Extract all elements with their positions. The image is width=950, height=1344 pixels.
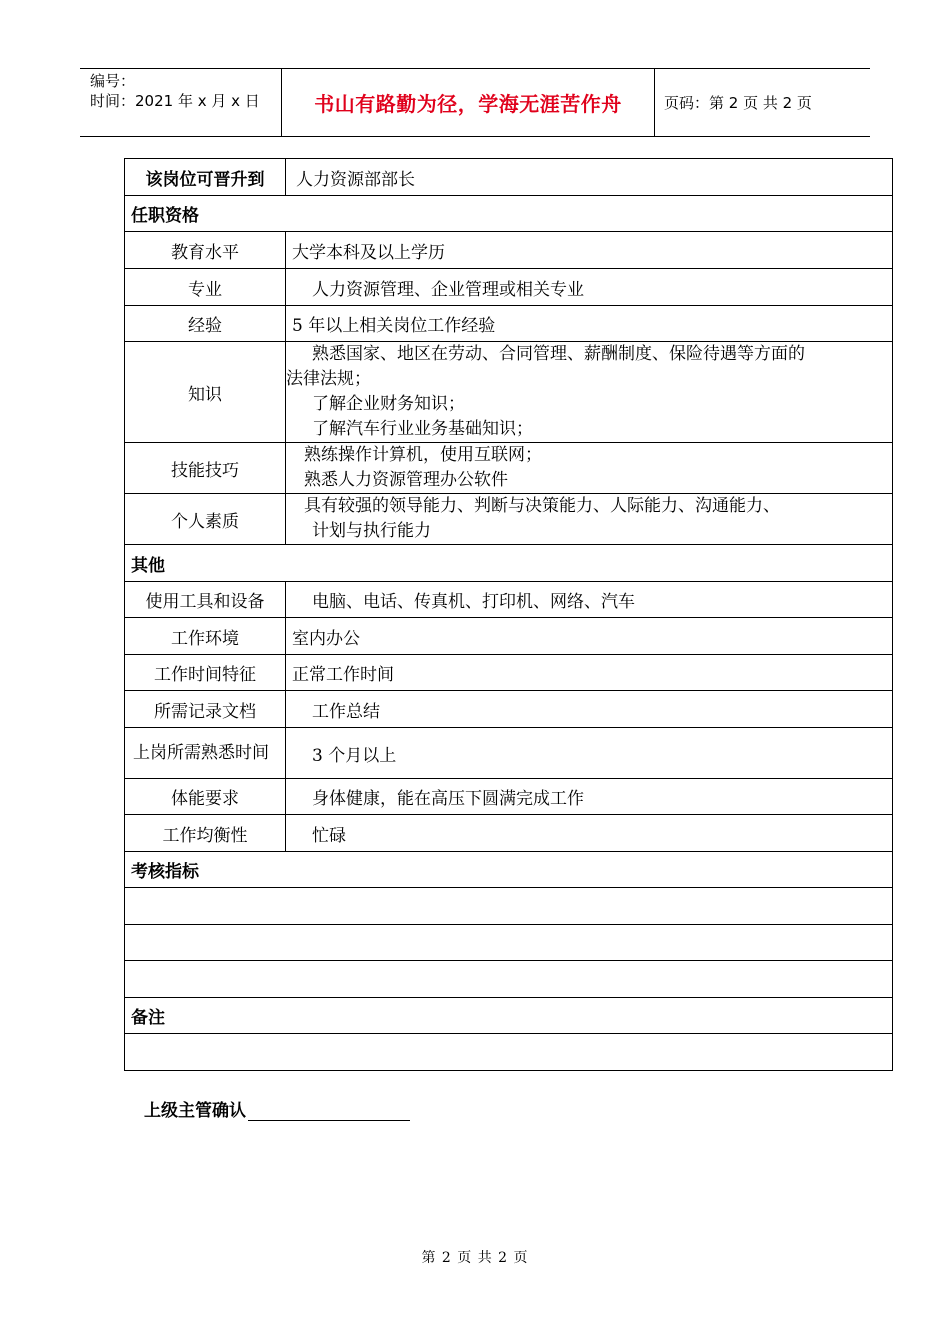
other-label: 工作时间特征	[125, 655, 286, 691]
qualification-value: 人力资源管理、企业管理或相关专业	[286, 269, 893, 306]
qualification-value	[286, 443, 893, 494]
qualification-value	[286, 342, 893, 443]
qualification-value: 大学本科及以上学历	[286, 232, 893, 269]
qualification-label: 经验	[125, 306, 286, 342]
supervisor-confirm	[144, 1096, 410, 1121]
knowledge-line: 熟悉国家、地区在劳动、合同管理、薪酬制度、保险待遇等方面的	[312, 344, 805, 364]
other-title: 其他	[125, 545, 893, 582]
other-row	[125, 779, 893, 815]
blank-row	[125, 888, 893, 925]
qualification-row	[125, 306, 893, 342]
header-page-info: 页码：第 2 页 共 2 页	[664, 93, 812, 112]
blank-cell	[125, 1034, 893, 1071]
other-value: 忙碌	[286, 815, 893, 852]
other-label: 所需记录文档	[125, 691, 286, 728]
qualifications-title: 任职资格	[125, 196, 893, 232]
promotion-value: 人力资源部部长	[286, 159, 893, 196]
other-label: 体能要求	[125, 779, 286, 815]
qualification-label: 专业	[125, 269, 286, 306]
time-label: 时间：2021 年 x 月 x 日	[90, 92, 260, 110]
knowledge-line: 了解企业财务知识；	[312, 394, 465, 414]
promotion-row	[125, 159, 893, 196]
code-label: 编号：	[90, 72, 136, 90]
blank-cell	[125, 925, 893, 961]
qualification-value	[286, 494, 893, 545]
other-value: 工作总结	[286, 691, 893, 728]
skill-line: 熟练操作计算机，使用互联网；	[304, 445, 542, 465]
header-motto: 书山有路勤为径，学海无涯苦作舟	[314, 91, 622, 116]
remarks-title: 备注	[125, 998, 893, 1034]
confirm-label: 上级主管确认	[144, 1101, 246, 1121]
blank-row	[125, 961, 893, 998]
blank-row	[125, 1034, 893, 1071]
qualification-label: 个人素质	[125, 494, 286, 545]
qualification-row	[125, 269, 893, 306]
other-row	[125, 691, 893, 728]
signature-line[interactable]	[248, 1100, 410, 1121]
promotion-label: 该岗位可晋升到	[125, 159, 286, 196]
header-divider-right	[654, 68, 655, 136]
other-label: 工作环境	[125, 618, 286, 655]
assessment-title: 考核指标	[125, 852, 893, 888]
section-row	[125, 196, 893, 232]
header-bottom-rule	[80, 136, 870, 137]
qualification-label: 技能技巧	[125, 443, 286, 494]
knowledge-line: 了解汽车行业业务基础知识；	[312, 419, 533, 439]
section-row	[125, 998, 893, 1034]
skill-line: 熟悉人力资源管理办公软件	[304, 470, 508, 490]
qualification-label: 教育水平	[125, 232, 286, 269]
qualification-row	[125, 443, 893, 494]
blank-cell	[125, 961, 893, 998]
other-value: 正常工作时间	[286, 655, 893, 691]
qualification-label: 知识	[125, 342, 286, 443]
other-label: 上岗所需熟悉时间	[125, 728, 286, 779]
section-row	[125, 545, 893, 582]
qualification-row	[125, 232, 893, 269]
other-row	[125, 582, 893, 618]
quality-line: 具有较强的领导能力、判断与决策能力、人际能力、沟通能力、	[304, 496, 780, 516]
page-footer: 第 2 页 共 2 页	[421, 1250, 529, 1266]
other-label: 工作均衡性	[125, 815, 286, 852]
blank-row	[125, 925, 893, 961]
qualification-row	[125, 342, 893, 443]
other-value: 室内办公	[286, 618, 893, 655]
section-row	[125, 852, 893, 888]
other-label: 使用工具和设备	[125, 582, 286, 618]
job-description-table	[124, 158, 893, 1071]
other-value: 3 个月以上	[286, 728, 893, 779]
header-meta	[90, 71, 260, 111]
other-row	[125, 655, 893, 691]
other-row	[125, 728, 893, 779]
other-row	[125, 618, 893, 655]
knowledge-line: 法律法规；	[286, 369, 371, 389]
other-value: 身体健康，能在高压下圆满完成工作	[286, 779, 893, 815]
qualification-row	[125, 494, 893, 545]
other-row	[125, 815, 893, 852]
qualification-value: 5 年以上相关岗位工作经验	[286, 306, 893, 342]
quality-line: 计划与执行能力	[312, 521, 431, 541]
blank-cell	[125, 888, 893, 925]
other-value: 电脑、电话、传真机、打印机、网络、汽车	[286, 582, 893, 618]
